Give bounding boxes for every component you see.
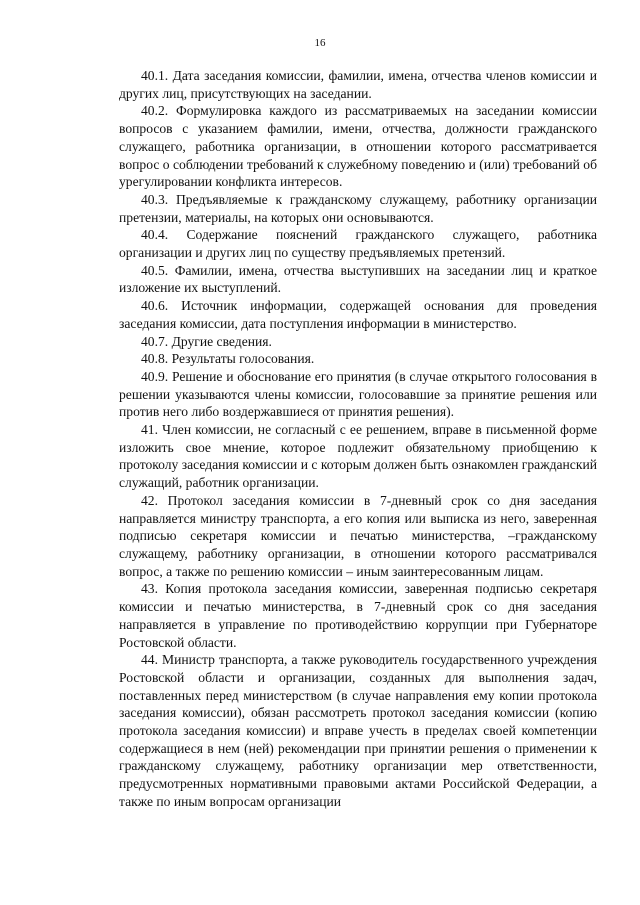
paragraph-40-9: 40.9. Решение и обоснование его принятия (в случае открытого голосования в решении указываются члены комиссии, голосовавшие за принятие решения или против него либо воздержавшиеся от принятия решения). [119, 368, 597, 420]
paragraph-43: 43. Копия протокола заседания комиссии, заверенная подписью секретаря комиссии и печатью министерства, в 7-дневный срок со дня заседания направляется в управление по противодействию коррупции при Губернаторе Ростовской области. [119, 581, 597, 650]
paragraph-40-8: 40.8. Результаты голосования. [141, 351, 315, 367]
page-number: 16 [314, 37, 326, 49]
paragraph-40-4: 40.4. Содержание пояснений гражданского служащего, работника организации и других лиц по существу предъявляемых претензий. [119, 227, 597, 261]
paragraph-44: 44. Министр транспорта, а также руководитель государственного учреждения Ростовской области и организации, созданных для выполнения задач, поставленных перед министерством (в случае направления ему копии протокола заседания комиссии), обязан рассмотреть протокол заседания комиссии (копию протокола заседания комиссии) и вправе учесть в пределах своей компетенции содержащиеся в нем (ней) рекомендации при принятии решения о применении к гражданскому служащему, работнику организации мер ответственности, предусмотренных нормативными правовыми актами Российской Федерации, а также по иным вопросам организации [119, 652, 597, 809]
paragraph-40-1: 40.1. Дата заседания комиссии, фамилии, имена, отчества членов комиссии и других лиц, присутствующих на заседании. [119, 68, 597, 101]
paragraph-40-2: 40.2. Формулировка каждого из рассматриваемых на заседании комиссии вопросов с указанием фамилии, имени, отчества, должности гражданского служащего, работника организации, в отношении которого рассматривается вопрос о соблюдении требований к служебному поведению и (или) требований об урегулировании конфликта интересов. [119, 103, 597, 190]
paragraph-41: 41. Член комиссии, не согласный с ее решением, вправе в письменной форме изложить свое мнение, которое подлежит обязательному приобщению к протоколу заседания комиссии и с которым должен быть ознакомлен гражданский служащий, работник организации. [119, 422, 597, 491]
document-body [119, 67, 597, 811]
paragraph-40-5: 40.5. Фамилии, имена, отчества выступивших на заседании лиц и краткое изложение их выступлений. [119, 262, 597, 296]
paragraph-42: 42. Протокол заседания комиссии в 7-дневный срок со дня заседания направляется министру транспорта, а его копия или выписка из него, заверенная подписью секретаря комиссии и печатью министерства, –гражданскому служащему, работнику организации, в отношении которого рассматривался вопрос, а также по решению комиссии – иным заинтересованным лицам. [119, 492, 597, 579]
paragraph-40-7: 40.7. Другие сведения. [141, 333, 272, 349]
paragraph-40-3: 40.3. Предъявляемые к гражданскому служащему, работнику организации претензии, материалы, на которых они основываются. [119, 191, 597, 225]
paragraph-40-6: 40.6. Источник информации, содержащей основания для проведения заседания комиссии, дата поступления информации в министерство. [119, 298, 597, 331]
